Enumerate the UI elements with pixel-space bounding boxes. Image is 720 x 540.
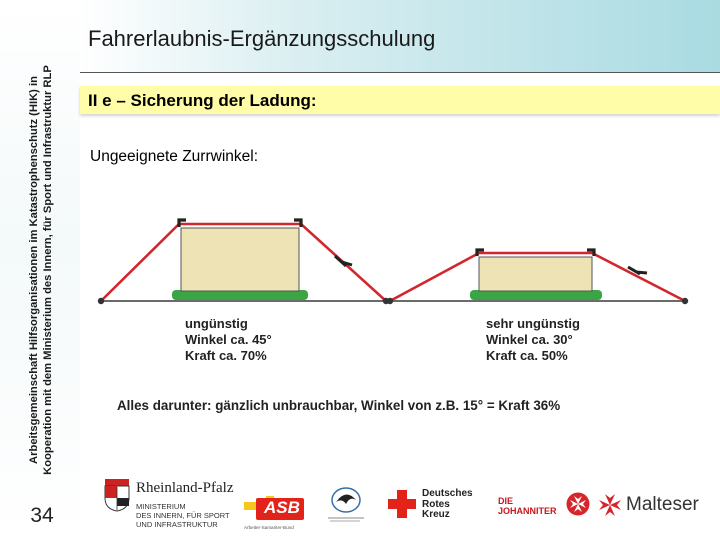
summary-text: Alles darunter: gänzlich unbrauchbar, Winkel von z.B. 15° = Kraft 36% <box>117 398 561 413</box>
maltese-cross-red-circle-icon <box>566 492 590 516</box>
left-anchor-point-1 <box>98 298 104 304</box>
header-divider <box>80 72 720 73</box>
dlrg-logo <box>324 484 374 524</box>
section-title: II e – Sicherung der Ladung: <box>88 91 317 110</box>
rlp-logo-name: Rheinland-Pfalz <box>136 480 234 496</box>
right-lashing-illustration <box>387 250 688 304</box>
right-anchor-point-1 <box>387 298 393 304</box>
sidebar-line-2: Kooperation mit dem Ministerium des Innern, für Sport und Infrastruktur RLP <box>42 65 54 475</box>
johanniter-line-1: DIE <box>498 496 514 506</box>
left-lashing-illustration <box>98 220 389 304</box>
sidebar-line-1: Arbeitsgemeinschaft Hilfsorganisationen im Katastrophenschutz (HIK) in <box>28 76 40 464</box>
rlp-coat-of-arms-icon <box>104 478 130 512</box>
johanniter-line-2: JOHANNITER <box>498 506 557 516</box>
lashing-diagram-svg <box>80 180 720 390</box>
body-text: Ungeeignete Zurrwinkel: <box>90 148 259 165</box>
malteser-logo <box>598 492 716 520</box>
drk-line-3: Kreuz <box>422 509 450 520</box>
footer-logos <box>80 476 720 538</box>
left-force-label: Kraft ca. 70% <box>185 348 267 363</box>
right-force-label: Kraft ca. 50% <box>486 348 568 363</box>
asb-logo <box>242 494 308 534</box>
johanniter-text <box>498 496 558 516</box>
rlp-ministry-line-1: MINISTERIUM <box>136 502 186 511</box>
left-label-block <box>185 316 272 364</box>
right-anchor-point-2 <box>682 298 688 304</box>
red-cross-icon <box>388 490 416 518</box>
left-ratchet-tensioner <box>335 256 352 266</box>
rlp-ministry-line-2: DES INNERN, FÜR SPORT <box>136 511 230 520</box>
rlp-ministry-text <box>136 502 230 529</box>
right-angle-label: Winkel ca. 30° <box>486 332 573 347</box>
right-quality-label: sehr ungünstig <box>486 316 580 331</box>
sidebar-organization-text <box>27 10 55 530</box>
asb-subtitle: Arbeiter-Samariter-Bund <box>244 525 294 530</box>
johanniter-logo <box>498 496 558 522</box>
malteser-text: Malteser <box>626 494 699 515</box>
page-title: Fahrerlaubnis-Ergänzungsschulung <box>88 26 436 51</box>
eagle-emblem-icon <box>324 484 372 524</box>
malteser-cross-icon <box>598 493 622 517</box>
page-number: 34 <box>30 504 54 527</box>
right-cargo-box <box>479 257 592 291</box>
right-label-block <box>486 316 580 364</box>
rlp-ministry-logo <box>104 476 234 536</box>
drk-line-1: Deutsches <box>422 488 473 499</box>
drk-logo <box>388 488 488 528</box>
left-angle-label: Winkel ca. 45° <box>185 332 272 347</box>
johanniter-cross-emblem <box>566 492 592 518</box>
rlp-ministry-line-3: UND INFRASTRUKTUR <box>136 520 218 529</box>
drk-text <box>422 489 473 521</box>
asb-text: ASB <box>264 498 300 517</box>
left-quality-label: ungünstig <box>185 316 248 331</box>
drk-line-2: Rotes <box>422 498 450 510</box>
left-cargo-box <box>181 228 299 291</box>
sidebar <box>0 0 80 540</box>
